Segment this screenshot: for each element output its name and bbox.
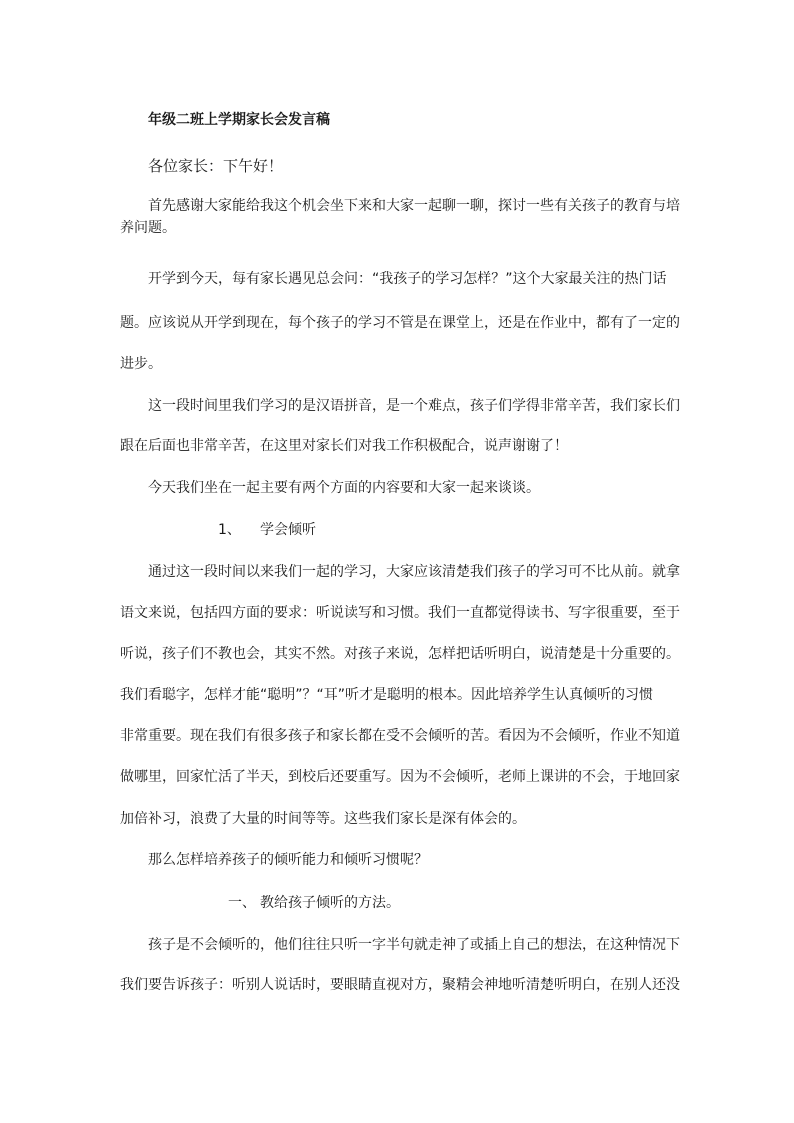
section1-number: 1、 (218, 522, 241, 538)
para6-line-2: 我们要告诉孩子：听别人说话时，要眼睛直视对方，聚精会神地听清楚听明白，在别人还没 (120, 977, 680, 993)
section1-heading: 学会倾听 (260, 522, 316, 538)
para3-line-1: 今天我们坐在一起主要有两个方面的内容要和大家一起来谈谈。 (148, 480, 540, 496)
greeting: 各位家长：下午好！ (148, 157, 284, 175)
para1-line-1: 开学到今天，每有家长遇见总会问：“我孩子的学习怎样？”这个大家最关注的热门话 (148, 271, 667, 287)
para4-line-2: 语文来说，包括四方面的要求：听说读写和习惯。我们一直都觉得读书、写字很重要，至于 (120, 605, 680, 621)
para1-line-2: 题。应该说从开学到现在，每个孩子的学习不管是在课堂上，还是在作业中，都有了一定的 (120, 315, 680, 331)
para4-line-5: 非常重要。现在我们有很多孩子和家长都在受不会倾听的苦。看因为不会倾听，作业不知道 (120, 728, 680, 744)
para2-line-2: 跟在后面也非常辛苦，在这里对家长们对我工作积极配合，说声谢谢了！ (120, 438, 568, 454)
section2-heading: 教给孩子倾听的方法。 (260, 895, 400, 911)
para4-line-6: 做哪里，回家忙活了半天，到校后还要重写。因为不会倾听，老师上课讲的不会，于地回家 (120, 769, 680, 785)
section2-number: 一、 (228, 895, 256, 911)
para1-line-3: 进步。 (120, 356, 162, 372)
para6-line-1: 孩子是不会倾听的，他们往往只听一字半句就走神了或插上自己的想法，在这种情况下 (148, 937, 680, 953)
document-title: 年级二班上学期家长会发言稿 (148, 112, 330, 128)
para2-line-1: 这一段时间里我们学习的是汉语拼音，是一个难点，孩子们学得非常辛苦，我们家长们 (148, 398, 680, 414)
intro-line-1: 首先感谢大家能给我这个机会坐下来和大家一起聊一聊，探讨一些有关孩子的教育与培 (148, 198, 680, 214)
para4-line-4: 我们看聪字，怎样才能“聪明”？“耳”听才是聪明的根本。因此培养学生认真倾听的习惯 (120, 687, 654, 703)
para4-line-1: 通过这一段时间以来我们一起的学习，大家应该清楚我们孩子的学习可不比从前。就拿 (148, 564, 680, 580)
intro-line-2: 养问题。 (120, 220, 176, 236)
para4-line-7: 加倍补习，浪费了大量的时间等等。这些我们家长是深有体会的。 (120, 811, 526, 827)
para4-line-3: 听说，孩子们不教也会，其实不然。对孩子来说，怎样把话听明白，说清楚是十分重要的。 (120, 646, 680, 662)
para5-line-1: 那么怎样培养孩子的倾听能力和倾听习惯呢？ (148, 852, 428, 868)
